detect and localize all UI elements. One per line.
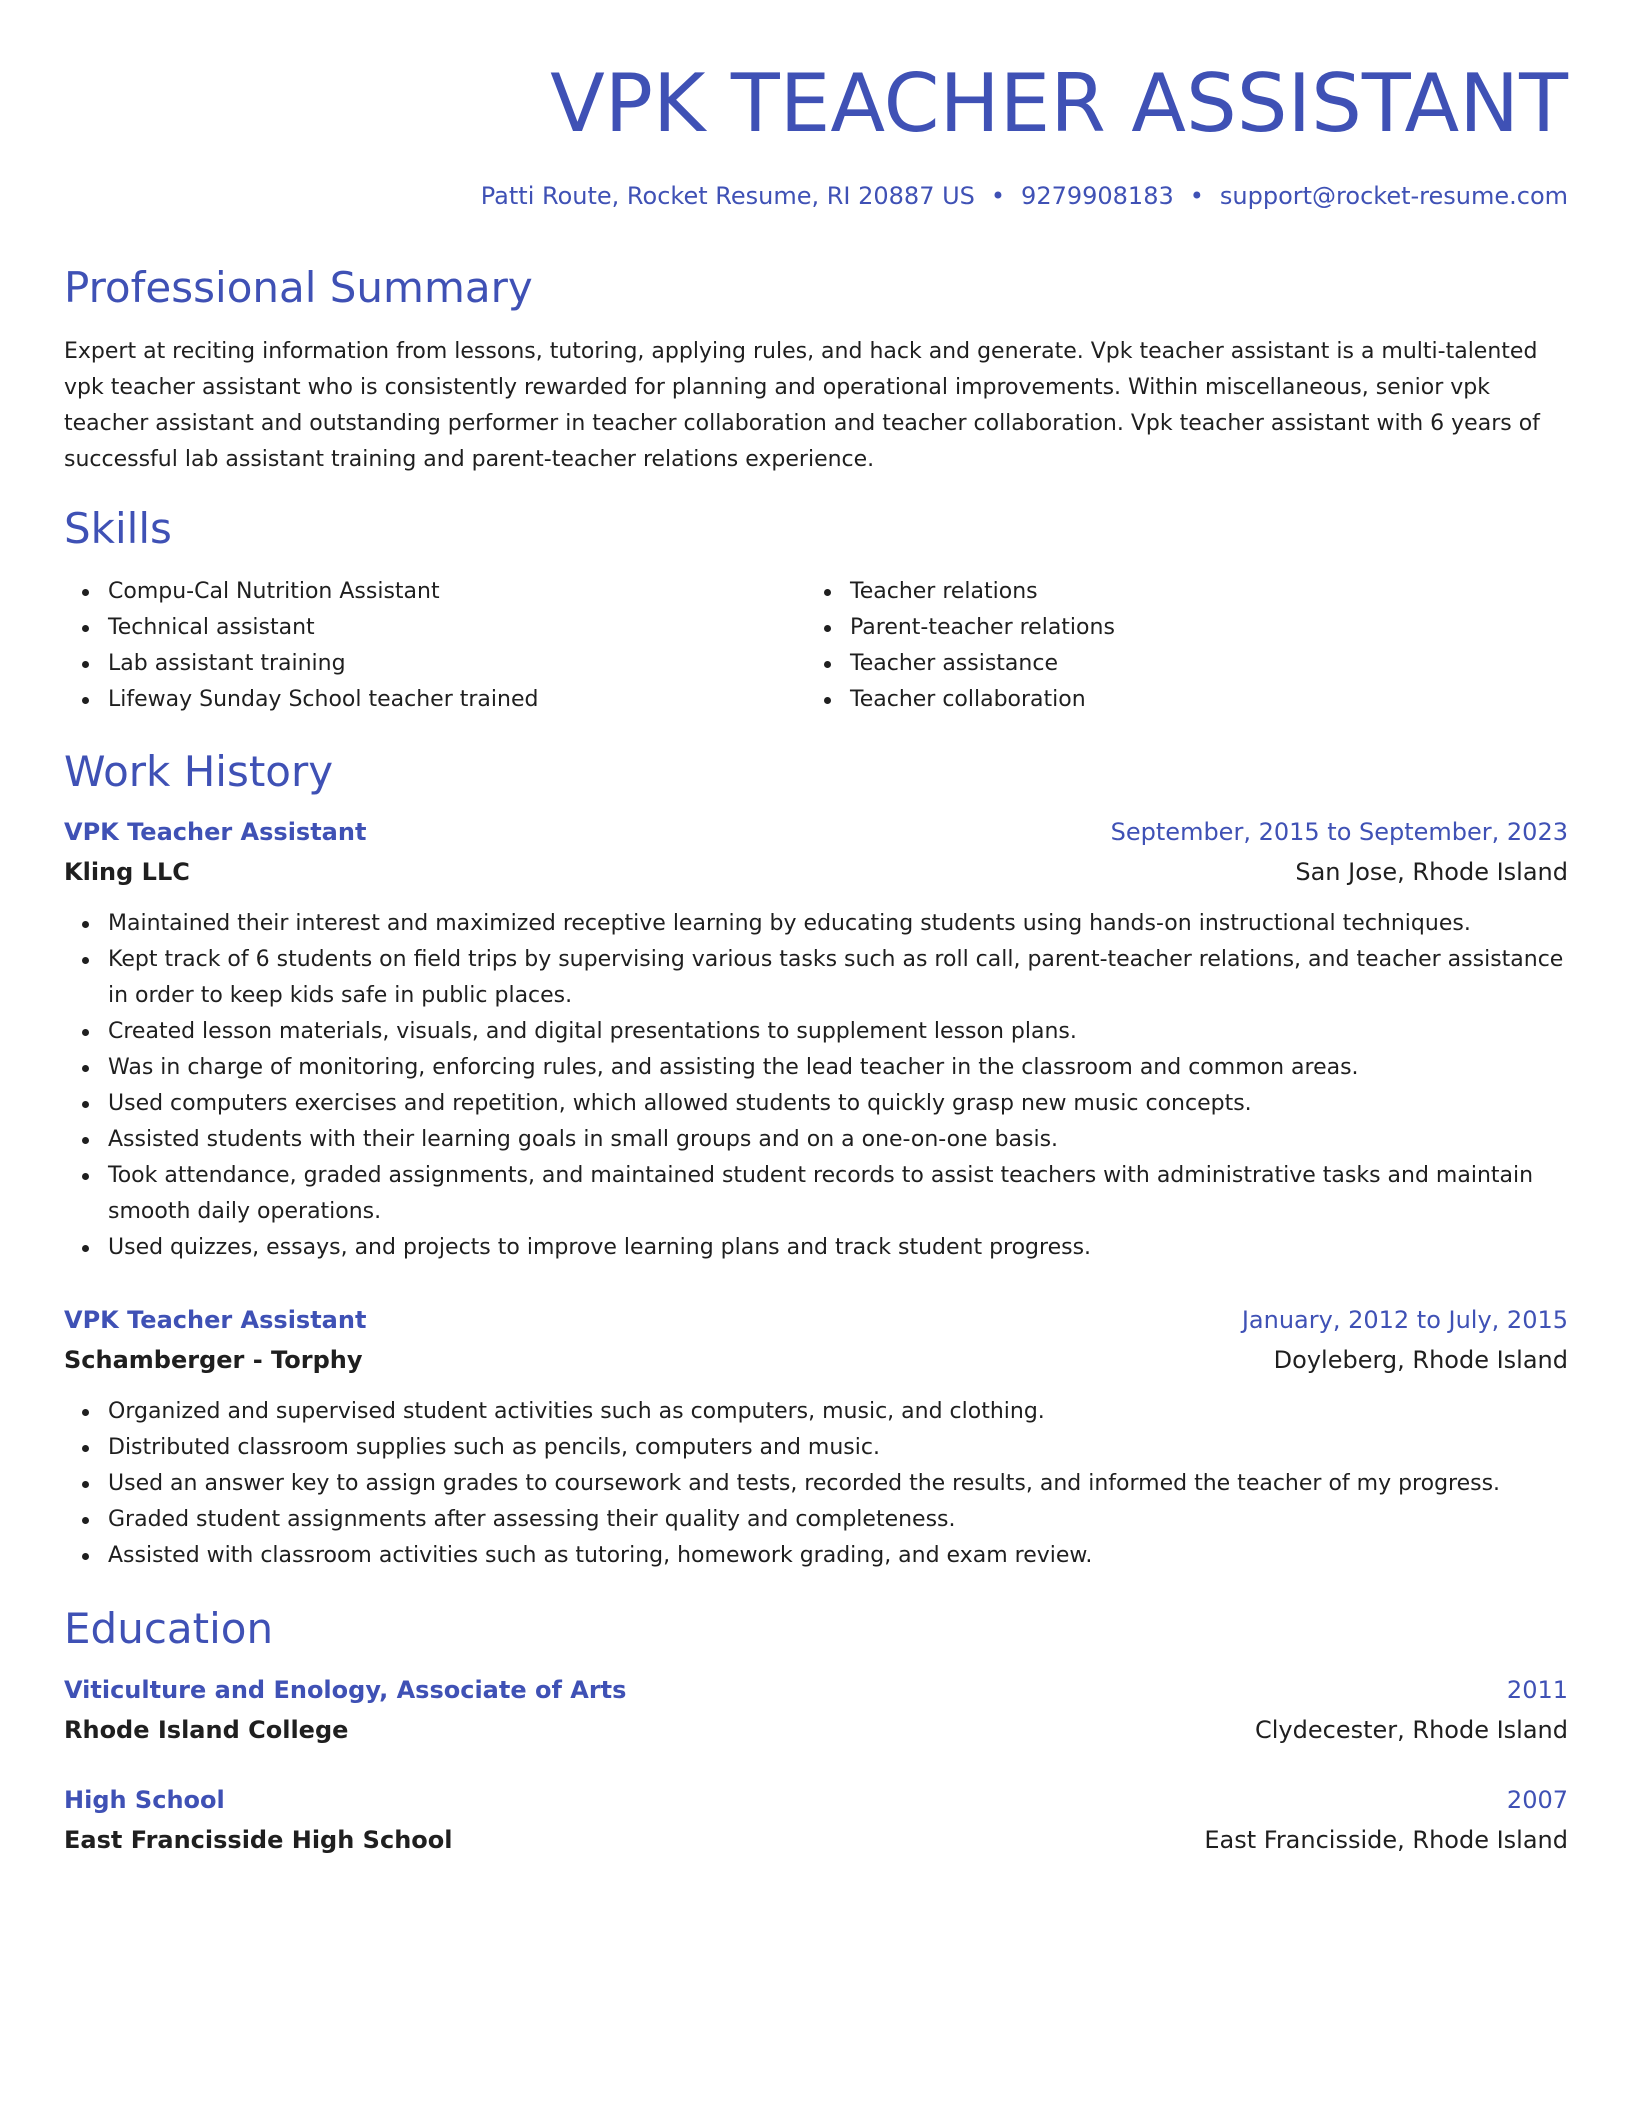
skill-item: Lab assistant training [108, 646, 798, 682]
job-company-row [64, 854, 1568, 890]
contact-email[interactable]: support@rocket-resume.com [1219, 182, 1568, 210]
education-school: East Francisside High School [64, 1826, 453, 1854]
job-location: San Jose, Rhode Island [1295, 858, 1568, 886]
contact-line [481, 180, 1568, 212]
job-duties-list [64, 1394, 1568, 1574]
job-duty: Distributed classroom supplies such as pencils, computers and music. [108, 1430, 1568, 1466]
skill-item: Technical assistant [108, 610, 798, 646]
job-duty: Assisted students with their learning goals in small groups and on a one-on-one basis. [108, 1122, 1568, 1158]
education-header [64, 1782, 1568, 1818]
education-location: Clydecester, Rhode Island [1255, 1716, 1568, 1744]
job-dates: January, 2012 to July, 2015 [1241, 1306, 1568, 1334]
job-duty: Used quizzes, essays, and projects to improve learning plans and track student progress. [108, 1230, 1568, 1266]
job-header [64, 1302, 1568, 1338]
contact-phone: 9279908183 [1021, 182, 1174, 210]
job-header [64, 814, 1568, 850]
job-duty: Assisted with classroom activities such as tutoring, homework grading, and exam review. [108, 1538, 1568, 1574]
summary-text: Expert at reciting information from lessons, tutoring, applying rules, and hack and generate. Vpk teacher assistant is a multi-talented vpk teacher assistant who is consistently rewarded for planning and operational improvements. Within miscellaneous, senior vpk teacher assistant and outstanding performer in teacher collaboration and teacher collaboration. Vpk teacher assistant with 6 years of successful lab assistant training and parent-teacher relations experience. [64, 339, 1540, 472]
contact-address: Patti Route, Rocket Resume, RI 20887 US [480, 182, 975, 210]
skill-item: Teacher relations [850, 574, 1550, 610]
work-history-heading: Work History [64, 747, 334, 796]
skill-item: Lifeway Sunday School teacher trained [108, 682, 798, 718]
job-location: Doyleberg, Rhode Island [1273, 1346, 1568, 1374]
skills-heading: Skills [64, 504, 172, 553]
skill-item: Parent-teacher relations [850, 610, 1550, 646]
education-school: Rhode Island College [64, 1716, 349, 1744]
job-duty: Graded student assignments after assessing their quality and completeness. [108, 1502, 1568, 1538]
education-degree: Viticulture and Enology, Associate of Arts [64, 1676, 627, 1704]
summary-heading: Professional Summary [64, 263, 533, 312]
job-duty: Created lesson materials, visuals, and digital presentations to supplement lesson plans. [108, 1014, 1568, 1050]
job-duty: Used computers exercises and repetition, which allowed students to quickly grasp new music concepts. [108, 1086, 1568, 1122]
job-duty: Took attendance, graded assignments, and maintained student records to assist teachers with administrative tasks and maintain smooth daily operations. [108, 1158, 1568, 1230]
skills-list-left [64, 574, 798, 718]
job-duties-list [64, 906, 1568, 1266]
contact-separator: • [990, 182, 1006, 210]
skills-list-right [806, 574, 1550, 718]
education-year: 2011 [1506, 1676, 1568, 1704]
education-school-row [64, 1712, 1568, 1748]
skill-item: Teacher assistance [850, 646, 1550, 682]
skill-item: Compu-Cal Nutrition Assistant [108, 574, 798, 610]
education-school-row [64, 1822, 1568, 1858]
job-duty: Organized and supervised student activities such as computers, music, and clothing. [108, 1394, 1568, 1430]
job-company: Schamberger - Torphy [64, 1346, 363, 1374]
job-duty: Used an answer key to assign grades to coursework and tests, recorded the results, and informed the teacher of my progress. [108, 1466, 1568, 1502]
job-role: VPK Teacher Assistant [64, 1306, 367, 1334]
job-duty: Was in charge of monitoring, enforcing rules, and assisting the lead teacher in the classroom and common areas. [108, 1050, 1568, 1086]
education-header [64, 1672, 1568, 1708]
education-heading: Education [64, 1604, 274, 1653]
job-company-row [64, 1342, 1568, 1378]
job-duty: Maintained their interest and maximized receptive learning by educating students using hands-on instructional techniques. [108, 906, 1568, 942]
resume-title: VPK TEACHER ASSISTANT [550, 57, 1568, 150]
education-year: 2007 [1506, 1786, 1568, 1814]
job-duty: Kept track of 6 students on field trips by supervising various tasks such as roll call, parent-teacher relations, and teacher assistance in order to keep kids safe in public places. [108, 942, 1568, 1014]
skill-item: Teacher collaboration [850, 682, 1550, 718]
contact-separator: • [1189, 182, 1204, 210]
education-location: East Francisside, Rhode Island [1204, 1826, 1568, 1854]
job-dates: September, 2015 to September, 2023 [1110, 818, 1568, 846]
education-degree: High School [64, 1786, 225, 1814]
job-role: VPK Teacher Assistant [64, 818, 367, 846]
job-company: Kling LLC [64, 858, 190, 886]
